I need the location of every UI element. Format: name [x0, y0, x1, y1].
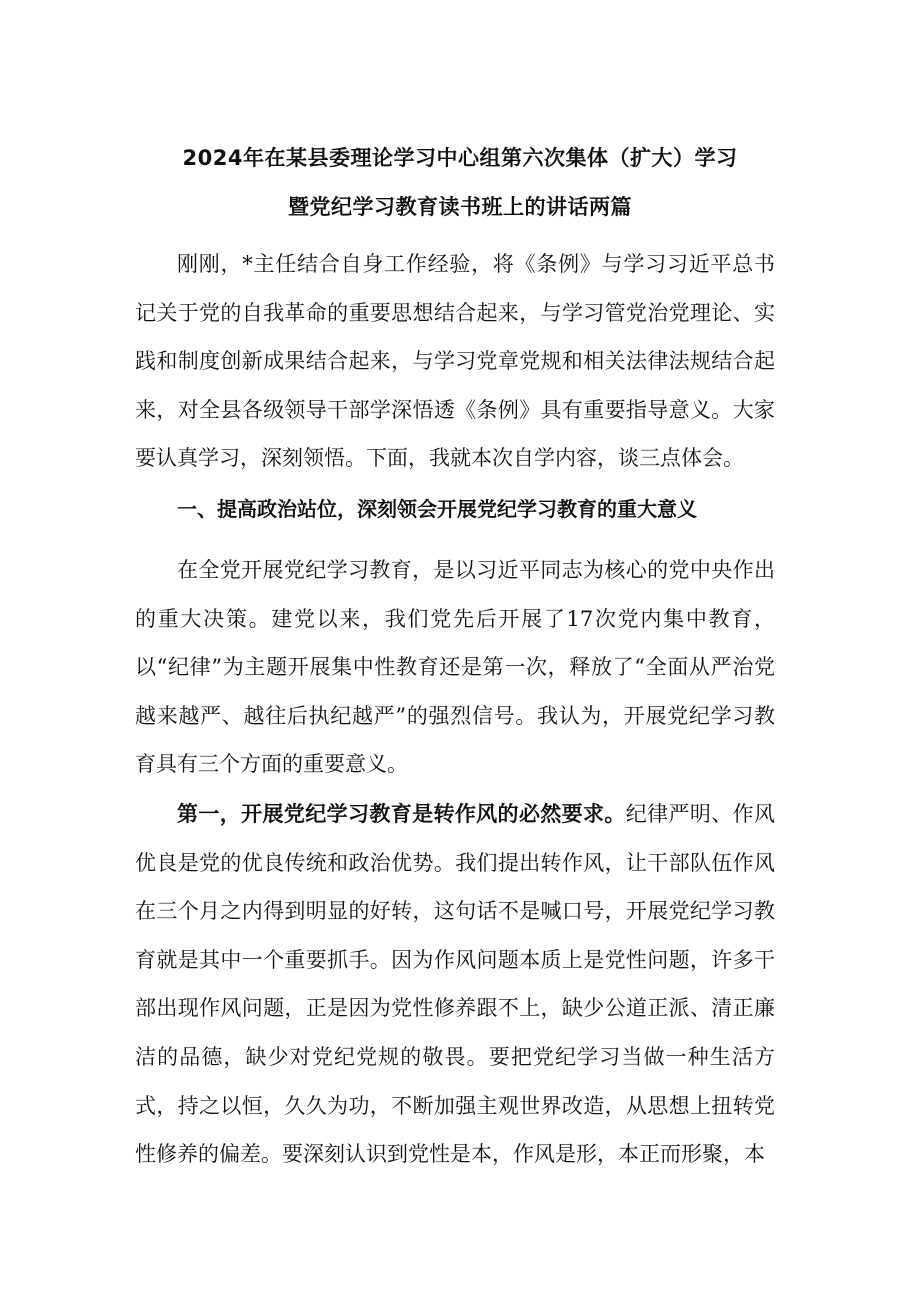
section-1-heading: 一、提高政治站位，深刻领会开展党纪学习教育的重大意义: [177, 497, 697, 521]
document-title-line-1: 2024年在某县委理论学习中心组第六次集体（扩大）学习: [182, 146, 738, 170]
first-point-paragraph: [135, 790, 775, 1179]
first-point-lead: 第一，开展党纪学习教育是转作风的必然要求。: [177, 802, 626, 826]
intro-paragraph: 刚刚，*主任结合自身工作经验，将《条例》与学习习近平总书记关于党的自我革命的重要思想结合起来，与学习管党治党理论、实践和制度创新成果结合起来，与学习党章党规和相关法律法规结合起来，对全县各级领导干部学深悟透《条例》具有重要指导意义。大家要认真学习，深刻领悟。下面，我就本次自学内容，谈三点体会。: [135, 252, 775, 471]
first-point-body: 纪律严明、作风优良是党的优良传统和政治优势。我们提出转作风，让干部队伍作风在三个月之内得到明显的好转，这句话不是喊口号，开展党纪学习教育就是其中一个重要抓手。因为作风问题本质上是党性问题，许多干部出现作风问题，正是因为党性修养跟不上，缺少公道正派、清正廉洁的品德，缺少对党纪党规的敬畏。要把党纪学习当做一种生活方式，持之以恒，久久为功，不断加强主观世界改造，从思想上扭转党性修养的偏差。要深刻认识到党性是本，作风是形，本正而形聚，本: [135, 802, 776, 1167]
document-title-line-2: 暨党纪学习教育读书班上的讲话两篇: [288, 195, 632, 219]
significance-paragraph: 在全党开展党纪学习教育，是以习近平同志为核心的党中央作出的重大决策。建党以来，我们党先后开展了17次党内集中教育，以“纪律”为主题开展集中性教育还是第一次，释放了“全面从严治党越来越严、越往后执纪越严”的强烈信号。我认为，开展党纪学习教育具有三个方面的重要意义。: [135, 558, 775, 777]
